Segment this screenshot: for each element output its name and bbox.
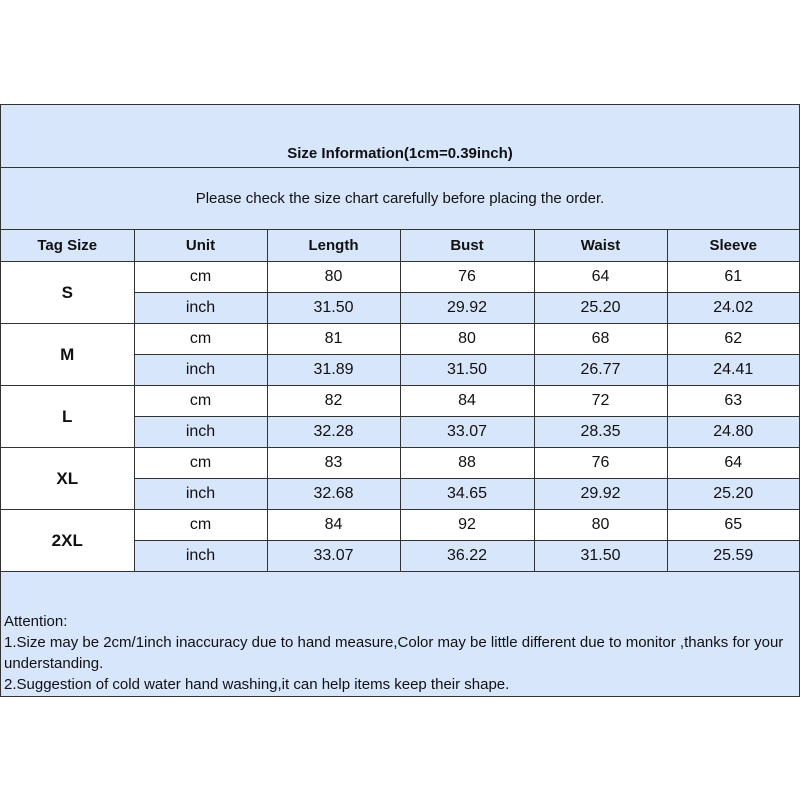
measurement-cell: 82 [267, 386, 400, 417]
measurement-cell: 29.92 [534, 479, 667, 510]
measurement-cell: 64 [667, 448, 799, 479]
unit-cell: inch [134, 417, 267, 448]
measurement-cell: 83 [267, 448, 400, 479]
unit-cell: cm [134, 448, 267, 479]
unit-cell: cm [134, 262, 267, 293]
measurement-cell: 32.28 [267, 417, 400, 448]
measurement-cell: 88 [400, 448, 534, 479]
title-cell [1, 105, 799, 168]
measurement-cell: 62 [667, 324, 799, 355]
measurement-cell: 31.50 [267, 293, 400, 324]
measurement-cell: 31.50 [534, 541, 667, 572]
attention-heading: Attention: [4, 613, 68, 630]
attention-notes [4, 611, 796, 695]
measurement-cell: 24.41 [667, 355, 799, 386]
unit-cell: cm [134, 324, 267, 355]
measurement-cell: 72 [534, 386, 667, 417]
column-header: Bust [400, 230, 534, 262]
table-row [1, 386, 799, 417]
measurement-cell: 36.22 [400, 541, 534, 572]
unit-cell: cm [134, 510, 267, 541]
tag-size-cell: M [1, 324, 134, 386]
measurement-cell: 25.20 [534, 293, 667, 324]
size-chart-title: Size Information(1cm=0.39inch) [287, 145, 513, 162]
unit-cell: inch [134, 479, 267, 510]
measurement-cell: 25.20 [667, 479, 799, 510]
measurement-cell: 92 [400, 510, 534, 541]
measurement-cell: 34.65 [400, 479, 534, 510]
attention-note: 1.Size may be 2cm/1inch inaccuracy due to hand measure,Color may be little different due to monitor ,thanks for your understanding. [4, 634, 784, 672]
measurement-cell: 61 [667, 262, 799, 293]
table-row [1, 262, 799, 293]
size-chart-sheet [0, 104, 800, 697]
table-row [1, 510, 799, 541]
measurement-cell: 28.35 [534, 417, 667, 448]
measurement-cell: 65 [667, 510, 799, 541]
order-notice: Please check the size chart carefully before placing the order. [195, 190, 605, 207]
measurement-cell: 33.07 [267, 541, 400, 572]
measurement-cell: 76 [400, 262, 534, 293]
measurement-cell: 68 [534, 324, 667, 355]
size-table-body [1, 262, 799, 572]
size-table [1, 230, 799, 572]
measurement-cell: 24.80 [667, 417, 799, 448]
measurement-cell: 81 [267, 324, 400, 355]
column-header: Sleeve [667, 230, 799, 262]
column-header: Length [267, 230, 400, 262]
unit-cell: inch [134, 293, 267, 324]
tag-size-cell: XL [1, 448, 134, 510]
measurement-cell: 25.59 [667, 541, 799, 572]
table-header-row [1, 230, 799, 262]
measurement-cell: 29.92 [400, 293, 534, 324]
tag-size-cell: S [1, 262, 134, 324]
column-header: Waist [534, 230, 667, 262]
measurement-cell: 64 [534, 262, 667, 293]
table-row [1, 324, 799, 355]
measurement-cell: 76 [534, 448, 667, 479]
tag-size-cell: 2XL [1, 510, 134, 572]
column-header: Tag Size [1, 230, 134, 262]
measurement-cell: 84 [400, 386, 534, 417]
tag-size-cell: L [1, 386, 134, 448]
measurement-cell: 24.02 [667, 293, 799, 324]
unit-cell: inch [134, 355, 267, 386]
measurement-cell: 80 [534, 510, 667, 541]
unit-cell: inch [134, 541, 267, 572]
table-row [1, 448, 799, 479]
measurement-cell: 33.07 [400, 417, 534, 448]
notice-cell [1, 168, 799, 230]
measurement-cell: 63 [667, 386, 799, 417]
measurement-cell: 32.68 [267, 479, 400, 510]
measurement-cell: 31.89 [267, 355, 400, 386]
measurement-cell: 80 [267, 262, 400, 293]
measurement-cell: 84 [267, 510, 400, 541]
measurement-cell: 26.77 [534, 355, 667, 386]
column-header: Unit [134, 230, 267, 262]
measurement-cell: 31.50 [400, 355, 534, 386]
attention-note: 2.Suggestion of cold water hand washing,it can help items keep their shape. [4, 676, 510, 693]
unit-cell: cm [134, 386, 267, 417]
measurement-cell: 80 [400, 324, 534, 355]
